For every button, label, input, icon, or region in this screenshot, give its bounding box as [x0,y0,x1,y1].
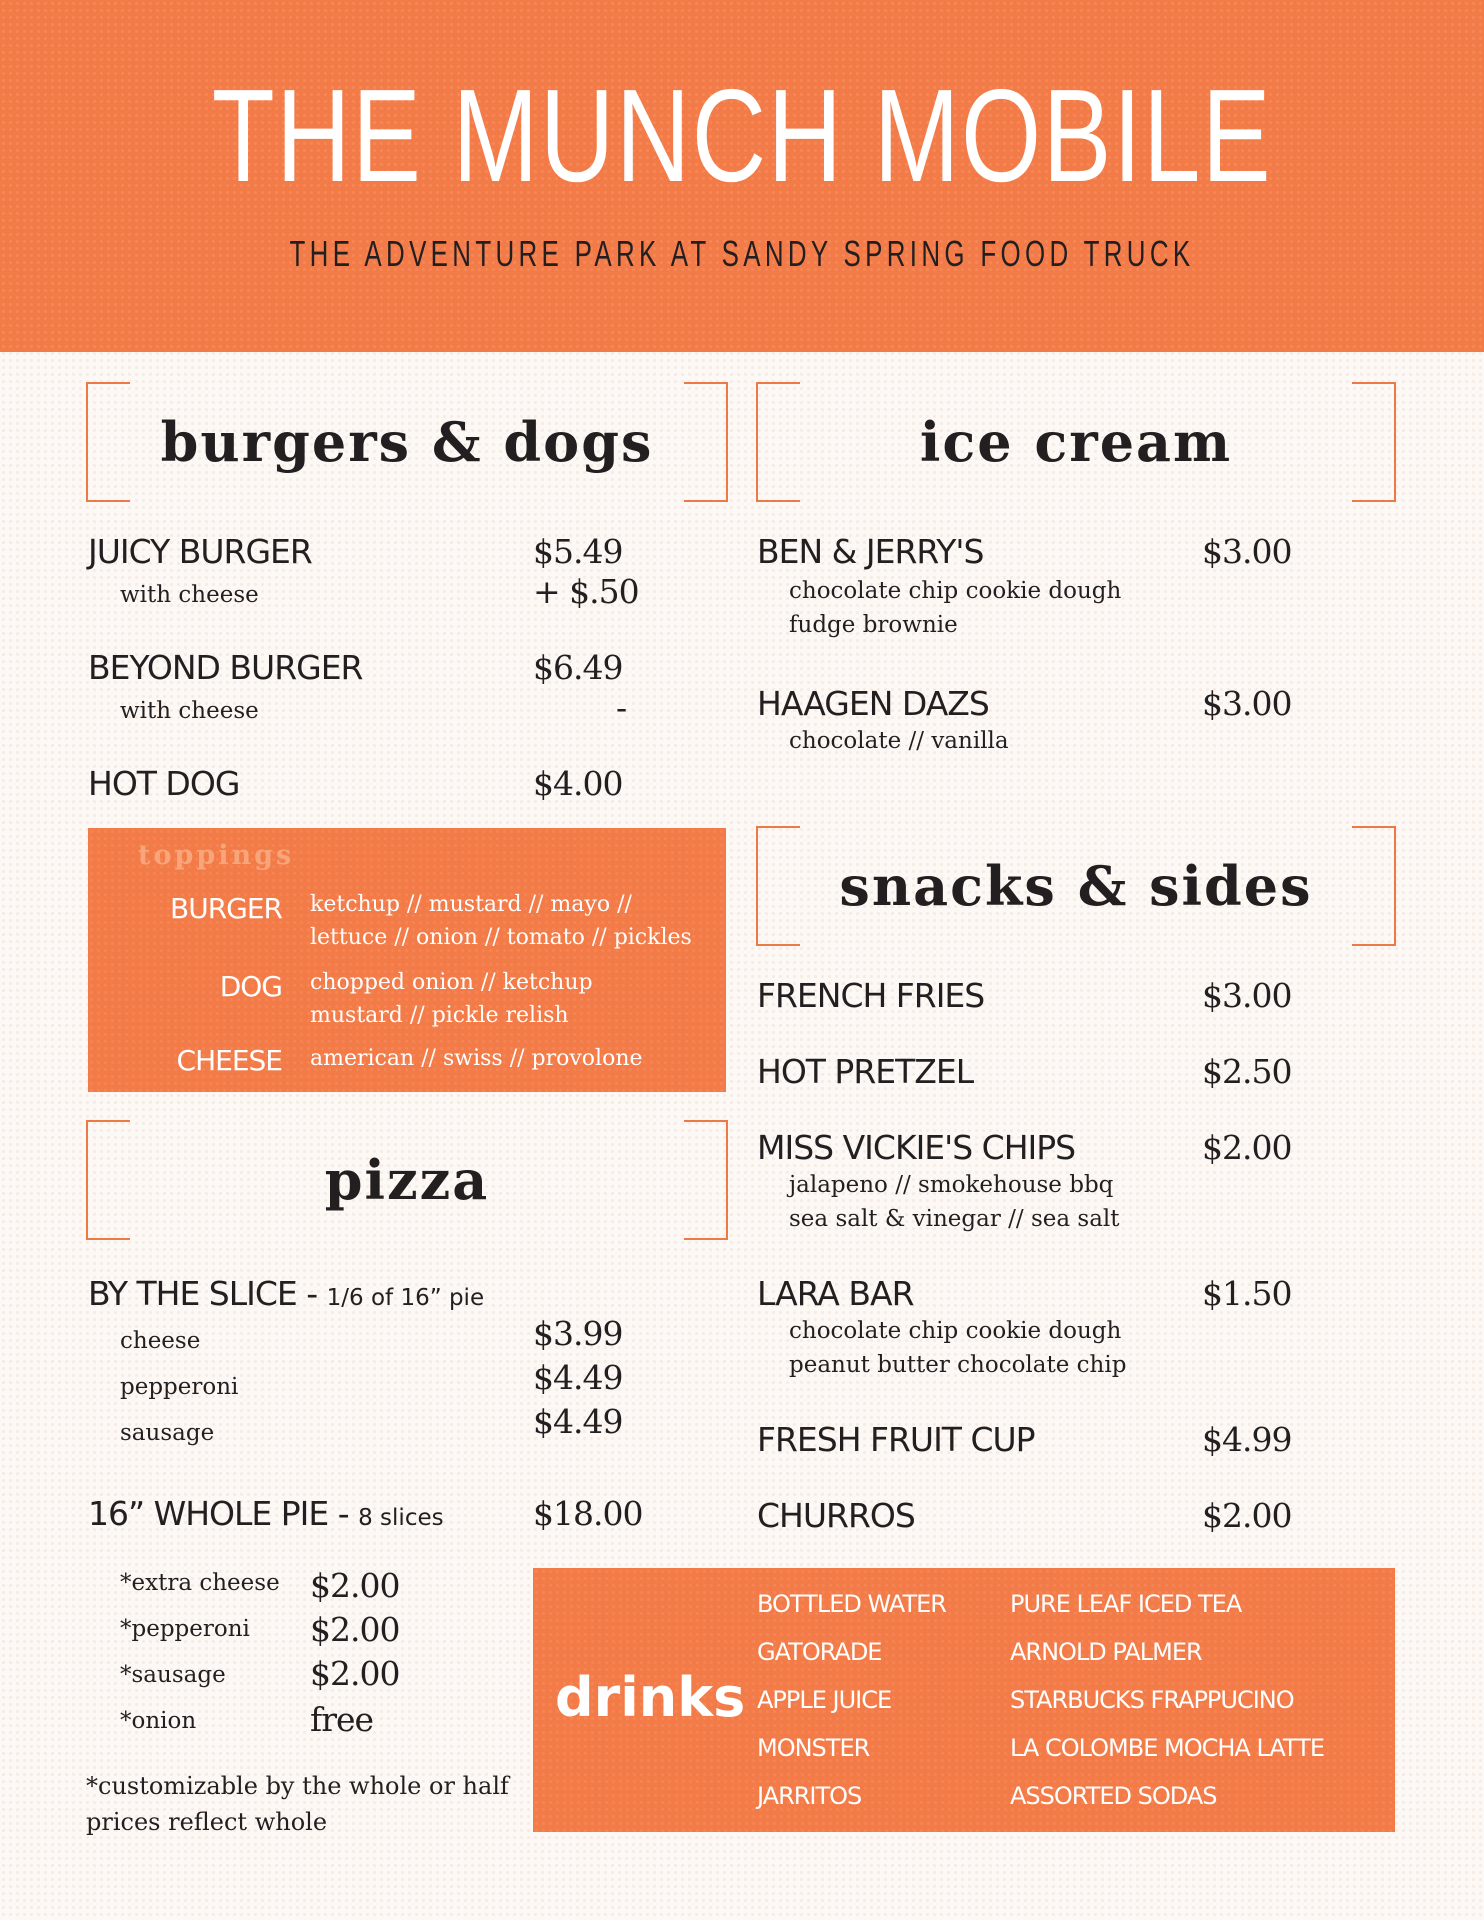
topping-label: DOG [219,970,282,1003]
pizza-slice-price: $3.99 [533,1314,623,1353]
menu-item-flavor: chocolate chip cookie dough [789,578,1122,604]
menu-item-name: JUICY BURGER [88,532,312,571]
menu-item-price: $2.50 [1202,1052,1292,1091]
drinks-box [533,1568,1395,1832]
pizza-note [86,1768,509,1840]
section-title-burgers: burgers & dogs [160,410,654,474]
drink-item: PURE LEAF ICED TEA [1010,1590,1242,1618]
pizza-slice-name: sausage [120,1420,215,1446]
topping-text: ketchup // mustard // mayo // lettuce // onion // tomato // pickles [310,892,692,950]
pizza-whole-price: $18.00 [533,1494,643,1533]
page-subtitle: THE ADVENTURE PARK AT SANDY SPRING FOOD TRUCK [289,233,1195,274]
topping-text: american // swiss // provolone [310,1046,643,1071]
menu-item-option: with cheese [120,698,259,724]
drink-item: JARRITOS [757,1782,862,1810]
slice-title: BY THE SLICE - [88,1274,318,1313]
pizza-extra-price: $2.00 [310,1610,400,1649]
menu-item-name: MISS VICKIE'S CHIPS [757,1128,1076,1167]
page-title: THE MUNCH MOBILE [211,62,1273,209]
section-title-ice-cream: ice cream [919,410,1233,474]
pizza-extra-price: $2.00 [310,1654,400,1693]
drink-item: ASSORTED SODAS [1010,1782,1217,1810]
menu-item-price: $4.00 [533,764,623,803]
whole-title: 16” WHOLE PIE - [88,1494,349,1533]
drink-item: ARNOLD PALMER [1010,1638,1202,1666]
menu-item-flavor: chocolate chip cookie dough [789,1318,1122,1344]
menu-item-price: $3.00 [1202,684,1292,723]
topping-text: chopped onion // ketchup mustard // pickle relish [310,970,593,1028]
menu-item-option-price: + $.50 [533,572,639,611]
menu-item-price: $2.00 [1202,1128,1292,1167]
pizza-extra-price: free [310,1700,374,1739]
drinks-title: drinks [555,1666,746,1729]
menu-item-price: $1.50 [1202,1274,1292,1313]
menu-item-price: $3.00 [1202,976,1292,1015]
pizza-slice-title [88,1274,484,1313]
snacks-section-header [756,826,1396,946]
header-banner [0,0,1484,352]
drink-item: STARBUCKS FRAPPUCINO [1010,1686,1294,1714]
pizza-slice-name: pepperoni [120,1374,239,1400]
burgers-section-header [86,382,728,502]
toppings-title: toppings [138,840,295,871]
topping-label: BURGER [169,892,282,925]
menu-item-price: $3.00 [1202,532,1292,571]
menu-item-name: HOT PRETZEL [757,1052,974,1091]
section-title-pizza: pizza [324,1148,490,1212]
pizza-slice-price: $4.49 [533,1358,623,1397]
pizza-extra-name: *onion [120,1708,197,1734]
slice-note: 1/6 of 16” pie [326,1285,485,1311]
menu-item-name: FRESH FRUIT CUP [757,1420,1035,1459]
ice-cream-section-header [756,382,1396,502]
topping-label: CHEESE [176,1044,282,1077]
menu-item-name: FRENCH FRIES [757,976,985,1015]
section-title-snacks: snacks & sides [839,854,1313,918]
menu-item-price: $4.99 [1202,1420,1292,1459]
pizza-extra-price: $2.00 [310,1566,400,1605]
menu-item-flavor: chocolate // vanilla [789,728,1009,754]
pizza-whole-title [88,1494,444,1533]
menu-item-price: $5.49 [533,532,623,571]
menu-item-flavor: fudge brownie [789,612,958,638]
pizza-note-line: prices reflect whole [86,1808,328,1836]
drink-item: BOTTLED WATER [757,1590,946,1618]
toppings-box [88,828,726,1092]
drink-item: GATORADE [757,1638,882,1666]
whole-note: 8 slices [358,1505,444,1531]
pizza-extra-name: *sausage [120,1662,226,1688]
menu-item-flavor: peanut butter chocolate chip [789,1352,1127,1378]
menu-item-option: with cheese [120,582,259,608]
menu-item-price: $6.49 [533,648,623,687]
drink-item: MONSTER [757,1734,870,1762]
menu-item-name: HOT DOG [88,764,240,803]
menu-item-name: BEYOND BURGER [88,648,363,687]
pizza-section-header [86,1120,728,1240]
pizza-note-line: *customizable by the whole or half [86,1772,509,1800]
pizza-slice-price: $4.49 [533,1402,623,1441]
menu-item-name: HAAGEN DAZS [757,684,989,723]
menu-item-option-price: - [616,688,627,727]
menu-item-flavor: jalapeno // smokehouse bbq [789,1172,1114,1198]
menu-item-name: BEN & JERRY'S [757,532,984,571]
drink-item: LA COLOMBE MOCHA LATTE [1010,1734,1324,1762]
menu-item-flavor: sea salt & vinegar // sea salt [789,1206,1120,1232]
pizza-extra-name: *extra cheese [120,1570,280,1596]
pizza-extra-name: *pepperoni [120,1616,250,1642]
pizza-slice-name: cheese [120,1328,201,1354]
menu-item-name: LARA BAR [757,1274,914,1313]
drink-item: APPLE JUICE [757,1686,892,1714]
menu-item-price: $2.00 [1202,1496,1292,1535]
menu-item-name: CHURROS [757,1496,915,1535]
